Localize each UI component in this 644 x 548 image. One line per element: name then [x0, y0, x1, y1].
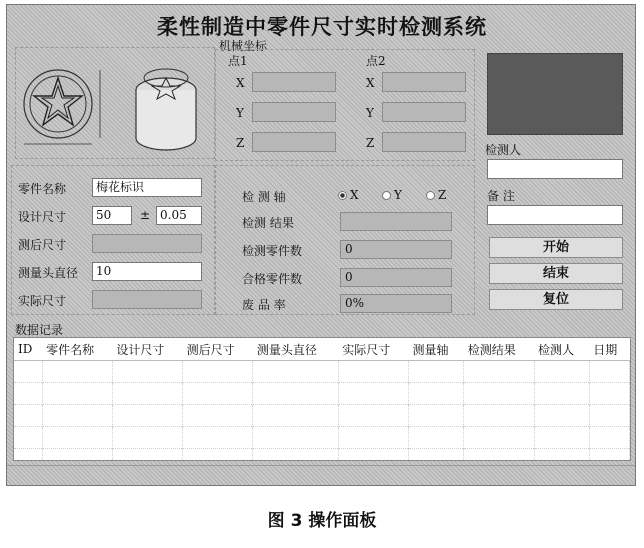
point1-y-field	[252, 102, 336, 122]
point1-y-label: Y	[236, 106, 244, 120]
detect-count-label: 检测零件数	[242, 244, 303, 258]
point2-x-label: X	[366, 76, 375, 90]
col-measure-axis[interactable]: 测量轴	[409, 338, 464, 361]
probe-diameter-input[interactable]: 10	[92, 262, 202, 281]
table-row[interactable]	[14, 449, 630, 462]
point1-z-field	[252, 132, 336, 152]
end-button[interactable]: 结束	[489, 263, 623, 284]
tolerance-input[interactable]: 0.05	[156, 206, 202, 225]
detect-axis-label: 检 测 轴	[242, 190, 286, 204]
col-probe-diameter[interactable]: 测量头直径	[253, 338, 338, 361]
axis-y-text: Y	[394, 188, 402, 202]
table-row[interactable]	[14, 427, 630, 449]
axis-x-text: X	[350, 188, 359, 202]
start-button[interactable]: 开始	[489, 237, 623, 258]
status-bar	[7, 465, 635, 486]
point2-y-field	[382, 102, 466, 122]
col-actual-size[interactable]: 实际尺寸	[338, 338, 408, 361]
col-date[interactable]: 日期	[589, 338, 629, 361]
figure-caption: 图 3 操作面板	[267, 511, 377, 531]
probe-diameter-label: 测量头直径	[18, 266, 79, 280]
scrap-rate-field: 0%	[340, 294, 452, 313]
point2-label: 点2	[366, 54, 386, 68]
note-input[interactable]	[487, 205, 623, 225]
point2-z-label: Z	[366, 136, 375, 150]
point1-x-label: X	[236, 76, 245, 90]
inspector-label: 检测人	[485, 143, 522, 157]
axis-radio-x[interactable]	[338, 188, 359, 202]
point2-x-field	[382, 72, 466, 92]
records-table[interactable]	[13, 337, 631, 461]
table-row[interactable]	[14, 361, 630, 383]
col-part-name[interactable]: 零件名称	[42, 338, 112, 361]
design-size-label: 设计尺寸	[18, 210, 67, 224]
col-design-size[interactable]: 设计尺寸	[112, 338, 182, 361]
axis-radio-y[interactable]	[382, 188, 402, 202]
point1-z-label: Z	[236, 136, 245, 150]
pass-count-label: 合格零件数	[242, 272, 303, 286]
design-size-input[interactable]: 50	[92, 206, 132, 225]
tolerance-symbol: ±	[140, 208, 151, 222]
axis-z-text: Z	[438, 188, 447, 202]
table-header-row	[14, 338, 630, 361]
col-id[interactable]: ID	[14, 338, 42, 361]
col-measured-size[interactable]: 测后尺寸	[183, 338, 253, 361]
axis-radio-z[interactable]	[426, 188, 446, 202]
part-image-panel	[15, 47, 215, 159]
part-drawing-image	[16, 48, 214, 158]
part-params-group	[11, 165, 215, 315]
records-grid	[14, 338, 630, 461]
point2-z-field	[382, 132, 466, 152]
records-title: 数据记录	[15, 323, 64, 337]
scrap-rate-label: 废 品 率	[242, 298, 286, 312]
actual-size-label: 实际尺寸	[18, 294, 67, 308]
actual-size-field	[92, 290, 202, 309]
detect-result-field	[340, 212, 452, 231]
part-name-input[interactable]: 梅花标识	[92, 178, 202, 197]
app-title: 柔性制造中零件尺寸实时检测系统	[157, 14, 487, 39]
point1-x-field	[252, 72, 336, 92]
detection-group	[215, 165, 475, 315]
col-result[interactable]: 检测结果	[464, 338, 534, 361]
table-row[interactable]	[14, 383, 630, 405]
detect-count-field: 0	[340, 240, 452, 259]
reset-button[interactable]: 复位	[489, 289, 623, 310]
col-inspector[interactable]: 检测人	[534, 338, 589, 361]
inspector-input[interactable]	[487, 159, 623, 179]
part-name-label: 零件名称	[18, 182, 67, 196]
coords-group-title: 机械坐标	[219, 39, 268, 53]
radio-z-icon	[426, 191, 435, 200]
note-label: 备 注	[487, 189, 515, 203]
detect-result-label: 检测 结果	[242, 216, 294, 230]
point2-y-label: Y	[366, 106, 374, 120]
radio-x-icon	[338, 191, 347, 200]
measured-size-field	[92, 234, 202, 253]
point1-label: 点1	[228, 54, 248, 68]
camera-preview	[487, 53, 623, 135]
radio-y-icon	[382, 191, 391, 200]
main-window	[6, 4, 636, 486]
measured-size-label: 测后尺寸	[18, 238, 67, 252]
table-row[interactable]	[14, 405, 630, 427]
pass-count-field: 0	[340, 268, 452, 287]
coords-group	[215, 49, 475, 161]
